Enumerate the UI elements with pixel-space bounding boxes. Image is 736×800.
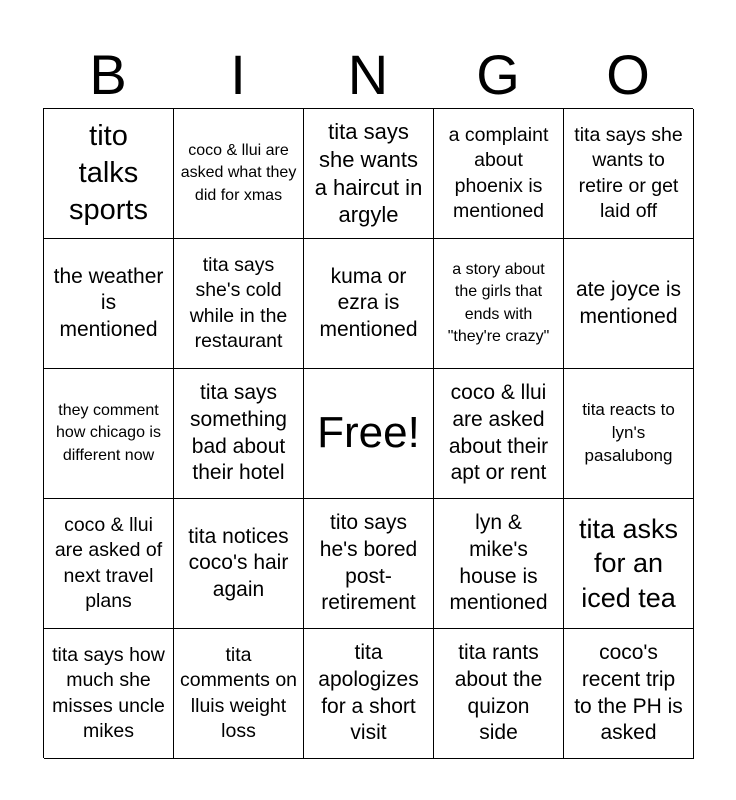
cell-text: tita rants about the quizon side (454, 641, 543, 745)
bingo-cell[interactable] (434, 629, 564, 759)
cell-text: tita notices coco's hair again (188, 524, 289, 601)
bingo-cell[interactable] (564, 239, 694, 369)
cell-text: tita says she's cold while in the restaurant (189, 253, 288, 352)
cell-text: a story about the girls that ends with "they're crazy" (447, 261, 550, 345)
bingo-cell[interactable] (434, 369, 564, 499)
bingo-board (43, 108, 693, 758)
bingo-cell[interactable] (44, 629, 174, 759)
cell-text: tita says something bad about their hotel (190, 381, 287, 485)
cell-text: tita says she wants a haircut in argyle (314, 118, 423, 228)
bingo-cell[interactable] (44, 239, 174, 369)
header-letter-b: B (89, 43, 127, 106)
bingo-cell[interactable] (304, 109, 434, 239)
cell-text: a complaint about phoenix is mentioned (448, 123, 549, 222)
cell-text: tita comments on lluis weight loss (179, 643, 298, 742)
cell-text: ate joyce is mentioned (575, 277, 682, 328)
free-space-cell[interactable] (304, 369, 434, 499)
cell-text: coco & llui are asked of next travel plans (54, 513, 163, 612)
bingo-cell[interactable] (564, 629, 694, 759)
header-letter-g: G (476, 43, 520, 106)
bingo-cell[interactable] (434, 499, 564, 629)
bingo-cell[interactable] (174, 239, 304, 369)
bingo-cell[interactable] (434, 109, 564, 239)
header-letter-o: O (606, 43, 650, 106)
cell-text: tita asks for an iced tea (578, 514, 679, 613)
cell-text: lyn & mike's house is mentioned (449, 511, 548, 615)
cell-text: tita says she wants to retire or get laid off (574, 123, 683, 222)
cell-text: the weather is mentioned (53, 264, 164, 341)
cell-text: tita says how much she misses uncle mikes (52, 643, 165, 742)
bingo-cell[interactable] (174, 109, 304, 239)
cell-text: coco & llui are asked about their apt or rent (448, 381, 549, 485)
bingo-cell[interactable] (304, 239, 434, 369)
bingo-cell[interactable] (174, 369, 304, 499)
cell-text: tito talks sports (69, 119, 148, 227)
header-letter-n: N (347, 43, 389, 106)
cell-text: they comment how chicago is different now (56, 402, 161, 464)
bingo-cell[interactable] (304, 629, 434, 759)
bingo-cell[interactable] (44, 369, 174, 499)
bingo-cell[interactable] (564, 499, 694, 629)
bingo-cell[interactable] (174, 499, 304, 629)
bingo-cell[interactable] (564, 369, 694, 499)
bingo-cell[interactable] (564, 109, 694, 239)
cell-text: coco's recent trip to the PH is asked (574, 641, 683, 745)
bingo-cell[interactable] (44, 109, 174, 239)
free-space-text: Free! (317, 408, 420, 458)
bingo-header (43, 42, 693, 108)
bingo-cell[interactable] (304, 499, 434, 629)
bingo-cell[interactable] (44, 499, 174, 629)
bingo-cell[interactable] (434, 239, 564, 369)
cell-text: kuma or ezra is mentioned (319, 264, 418, 341)
cell-text: tito says he's bored post-retirement (319, 511, 418, 615)
cell-text: coco & llui are asked what they did for xmas (180, 142, 297, 204)
cell-text: tita apologizes for a short visit (318, 641, 419, 745)
bingo-cell[interactable] (174, 629, 304, 759)
header-letter-i: I (230, 43, 246, 106)
cell-text: tita reacts to lyn's pasalubong (582, 400, 675, 465)
